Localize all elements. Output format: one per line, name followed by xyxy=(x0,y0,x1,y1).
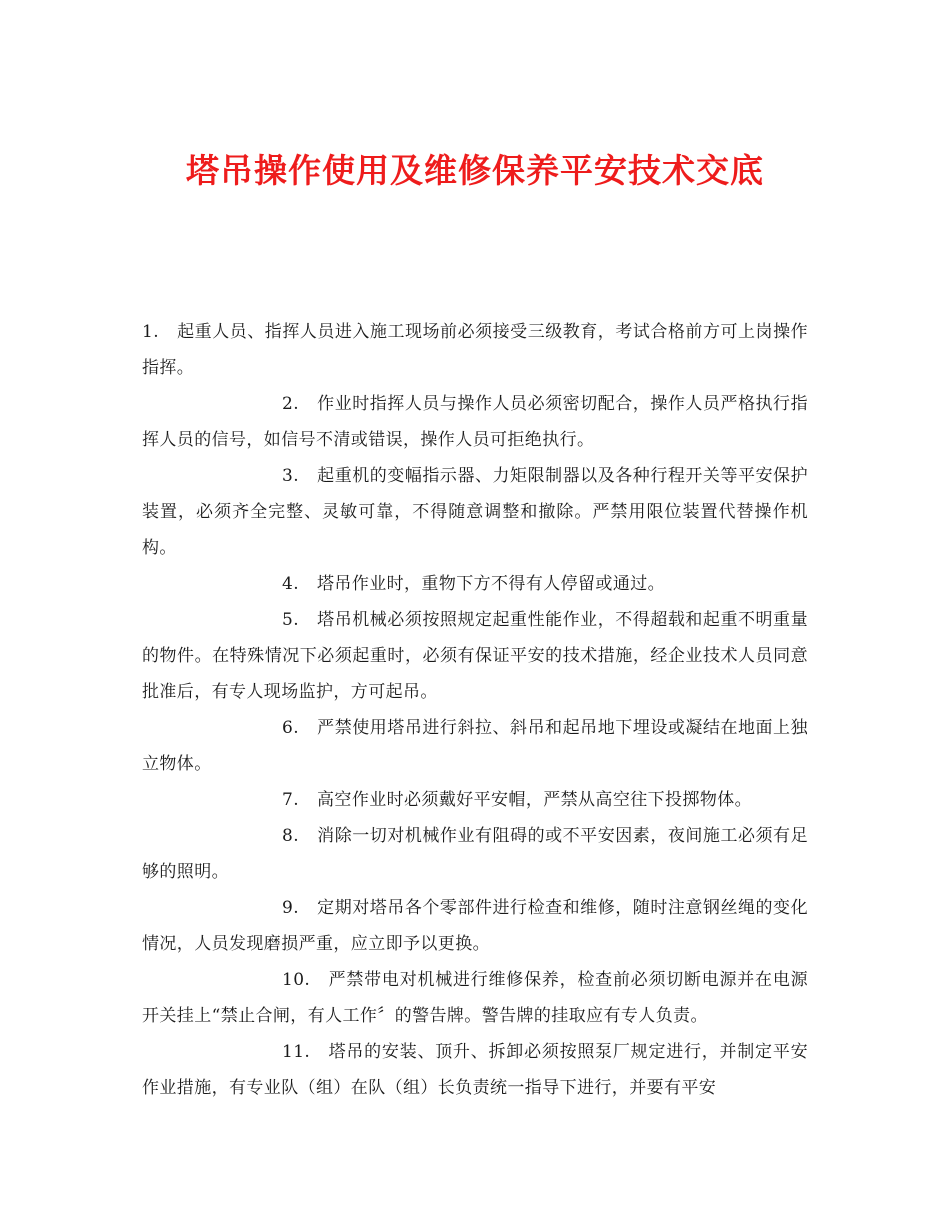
paragraph-item-7 xyxy=(142,782,808,818)
item-text: 塔吊的安装、顶升、拆卸必须按照泵厂规定进行，并制定平安作业措施，有专业队（组）在队（组）长负责统一指导下进行，并要有平安 xyxy=(142,1042,808,1098)
item-number: 11. xyxy=(282,1042,311,1062)
item-text: 塔吊机械必须按照规定起重性能作业，不得超载和起重不明重量的物件。在特殊情况下必须起重时，必须有保证平安的技术措施，经企业技术人员同意批准后，有专人现场监护，方可起吊。 xyxy=(142,610,808,702)
item-number: 6. xyxy=(282,718,300,738)
item-number: 2. xyxy=(282,394,300,414)
paragraph-item-2 xyxy=(142,386,808,458)
document-title: 塔吊操作使用及维修保养平安技术交底 xyxy=(186,151,764,191)
item-number: 7. xyxy=(282,790,300,810)
paragraph-item-8 xyxy=(142,818,808,890)
paragraph-item-11 xyxy=(142,1034,808,1106)
item-number: 10. xyxy=(282,970,311,990)
item-text: 作业时指挥人员与操作人员必须密切配合，操作人员严格执行指挥人员的信号，如信号不清或错误，操作人员可拒绝执行。 xyxy=(142,394,808,450)
item-text: 消除一切对机械作业有阻碍的或不平安因素，夜间施工必须有足够的照明。 xyxy=(142,826,808,882)
paragraph-item-4 xyxy=(142,566,808,602)
item-number: 3. xyxy=(282,466,300,486)
paragraph-item-9 xyxy=(142,890,808,962)
item-number: 5. xyxy=(282,610,300,630)
paragraph-item-1 xyxy=(142,314,808,386)
item-text: 严禁使用塔吊进行斜拉、斜吊和起吊地下埋设或凝结在地面上独立物体。 xyxy=(142,718,808,774)
document-body xyxy=(142,314,808,1106)
item-number: 4. xyxy=(282,574,300,594)
item-number: 1. xyxy=(142,322,160,342)
item-text: 定期对塔吊各个零部件进行检查和维修，随时注意钢丝绳的变化情况，人员发现磨损严重，应立即予以更换。 xyxy=(142,898,808,954)
paragraph-item-6 xyxy=(142,710,808,782)
item-text: 高空作业时必须戴好平安帽，严禁从高空往下投掷物体。 xyxy=(317,790,753,810)
paragraph-item-5 xyxy=(142,602,808,710)
item-number: 9. xyxy=(282,898,300,918)
item-text: 起重机的变幅指示器、力矩限制器以及各种行程开关等平安保护装置，必须齐全完整、灵敏可靠，不得随意调整和撤除。严禁用限位装置代替操作机构。 xyxy=(142,466,808,558)
paragraph-item-3 xyxy=(142,458,808,566)
item-number: 8. xyxy=(282,826,300,846)
item-text: 严禁带电对机械进行维修保养，检查前必须切断电源并在电源开关挂上“禁止合闸，有人工作〞的警告牌。警告牌的挂取应有专人负责。 xyxy=(142,970,808,1026)
paragraph-item-10 xyxy=(142,962,808,1034)
item-text: 起重人员、指挥人员进入施工现场前必须接受三级教育，考试合格前方可上岗操作指挥。 xyxy=(142,322,808,378)
item-text: 塔吊作业时，重物下方不得有人停留或通过。 xyxy=(317,574,666,594)
